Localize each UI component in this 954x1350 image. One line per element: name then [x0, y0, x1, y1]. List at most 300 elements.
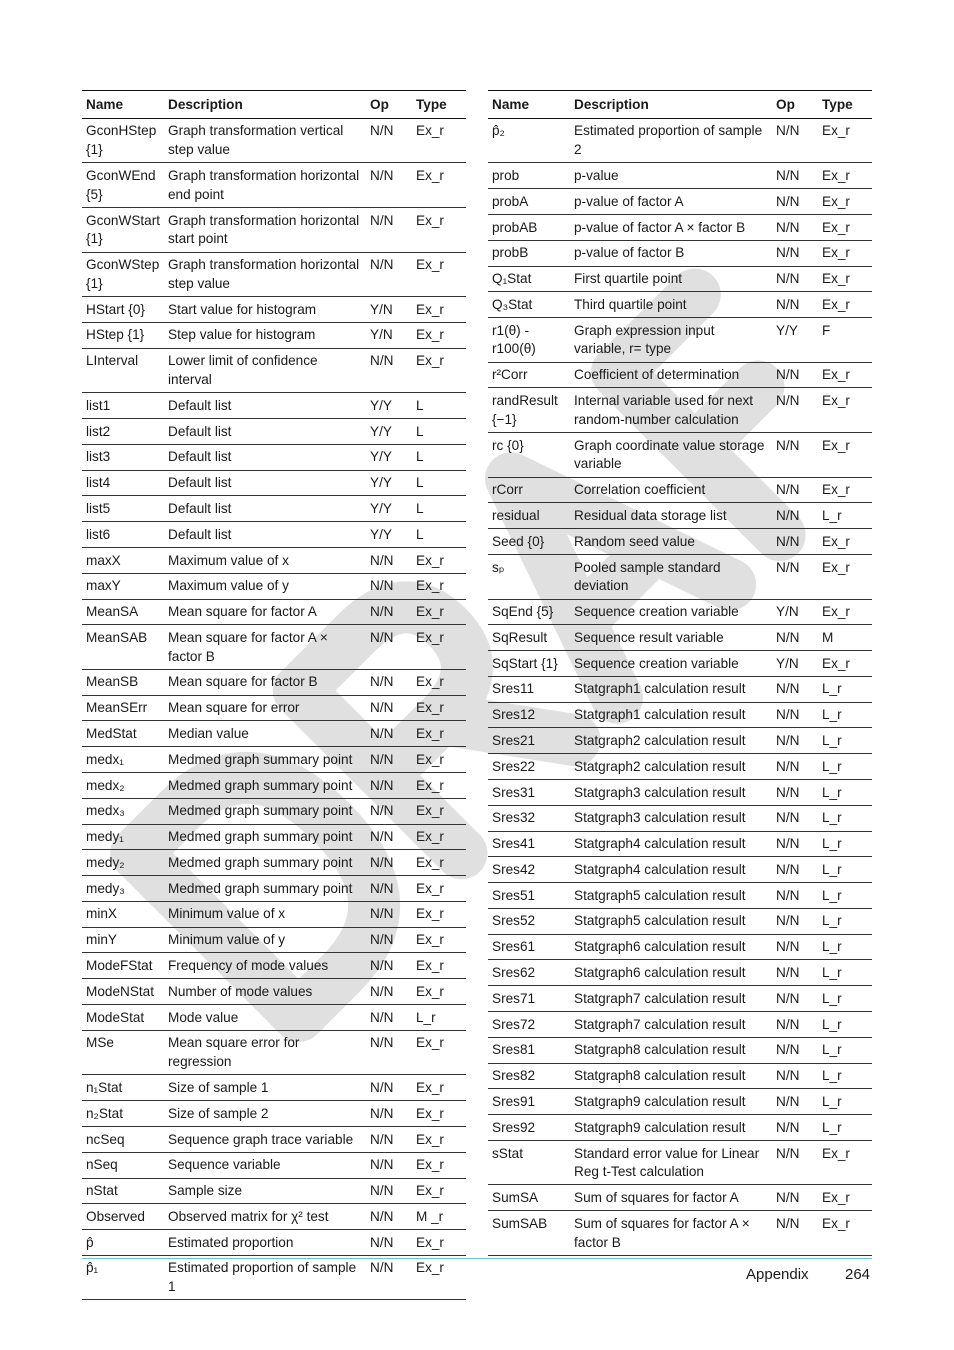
cell-op: N/N: [772, 503, 818, 529]
cell-description: Estimated proportion of sample 2: [570, 118, 772, 163]
cell-description: Sequence result variable: [570, 625, 772, 651]
cell-type: L_r: [818, 805, 872, 831]
cell-type: Ex_r: [412, 547, 466, 573]
cell-op: Y/Y: [772, 318, 818, 363]
cell-name: Sres12: [488, 702, 570, 728]
table-row: [488, 754, 872, 780]
table-row: [82, 1152, 466, 1178]
cell-description: Random seed value: [570, 529, 772, 555]
table-row: [82, 252, 466, 297]
cell-type: Ex_r: [818, 214, 872, 240]
cell-type: Ex_r: [412, 1230, 466, 1256]
cell-name: Sres81: [488, 1037, 570, 1063]
table-row: [82, 1005, 466, 1031]
cell-name: prob: [488, 163, 570, 189]
cell-op: N/N: [772, 857, 818, 883]
cell-description: Size of sample 1: [164, 1075, 366, 1101]
cell-description: Statgraph7 calculation result: [570, 1012, 772, 1038]
table-row: [488, 433, 872, 478]
table-row: [82, 669, 466, 695]
cell-name: ncSeq: [82, 1126, 164, 1152]
table-header-row: [82, 91, 466, 119]
cell-name: Sres41: [488, 831, 570, 857]
cell-name: list5: [82, 496, 164, 522]
cell-type: Ex_r: [412, 747, 466, 773]
cell-description: Statgraph1 calculation result: [570, 702, 772, 728]
cell-description: Statgraph6 calculation result: [570, 960, 772, 986]
cell-op: N/N: [366, 547, 412, 573]
cell-name: MeanSA: [82, 599, 164, 625]
cell-op: N/N: [366, 695, 412, 721]
cell-description: Mean square for factor B: [164, 669, 366, 695]
cell-type: Ex_r: [818, 163, 872, 189]
table-row: [488, 292, 872, 318]
cell-description: Frequency of mode values: [164, 953, 366, 979]
column-header-type: Type: [412, 91, 466, 119]
cell-name: sₚ: [488, 554, 570, 599]
cell-type: Ex_r: [412, 625, 466, 670]
table-row: [82, 322, 466, 348]
table-row: [82, 772, 466, 798]
cell-name: MeanSB: [82, 669, 164, 695]
cell-op: N/N: [772, 163, 818, 189]
table-row: [82, 747, 466, 773]
cell-op: N/N: [366, 1152, 412, 1178]
cell-op: N/N: [772, 625, 818, 651]
cell-op: N/N: [772, 1211, 818, 1256]
cell-op: N/N: [772, 1115, 818, 1141]
cell-op: N/N: [772, 702, 818, 728]
cell-description: Statgraph5 calculation result: [570, 908, 772, 934]
cell-op: N/N: [772, 1089, 818, 1115]
cell-type: Ex_r: [818, 433, 872, 478]
column-header-op: Op: [366, 91, 412, 119]
table-row: [488, 934, 872, 960]
cell-description: Sequence creation variable: [570, 651, 772, 677]
cell-description: p-value of factor A: [570, 189, 772, 215]
cell-op: N/N: [366, 1255, 412, 1300]
table-row: [82, 953, 466, 979]
cell-type: L_r: [818, 1063, 872, 1089]
cell-description: Internal variable used for next random-number calculation: [570, 388, 772, 433]
cell-description: Coefficient of determination: [570, 362, 772, 388]
cell-type: Ex_r: [412, 297, 466, 323]
cell-description: Size of sample 2: [164, 1101, 366, 1127]
cell-type: Ex_r: [818, 554, 872, 599]
cell-op: N/N: [366, 979, 412, 1005]
cell-type: Ex_r: [818, 1140, 872, 1185]
table-row: [488, 1211, 872, 1256]
cell-op: N/N: [772, 1037, 818, 1063]
cell-type: Ex_r: [818, 240, 872, 266]
cell-description: First quartile point: [570, 266, 772, 292]
cell-name: Sres92: [488, 1115, 570, 1141]
cell-name: nSeq: [82, 1152, 164, 1178]
cell-name: maxX: [82, 547, 164, 573]
cell-description: Graph coordinate value storage variable: [570, 433, 772, 478]
cell-name: n₁Stat: [82, 1075, 164, 1101]
table-row: [488, 625, 872, 651]
table-row: [82, 522, 466, 548]
table-row: [82, 1204, 466, 1230]
cell-type: L: [412, 444, 466, 470]
table-row: [82, 419, 466, 445]
cell-name: Sres52: [488, 908, 570, 934]
column-header-name: Name: [488, 91, 570, 119]
footer-section-label: Appendix: [746, 1266, 809, 1283]
cell-type: Ex_r: [412, 798, 466, 824]
table-row: [82, 573, 466, 599]
column-header-type: Type: [818, 91, 872, 119]
cell-description: Lower limit of confidence interval: [164, 348, 366, 393]
cell-op: Y/Y: [366, 419, 412, 445]
cell-description: Residual data storage list: [570, 503, 772, 529]
cell-type: L_r: [818, 503, 872, 529]
cell-description: p-value: [570, 163, 772, 189]
cell-name: p̂₂: [488, 118, 570, 163]
cell-op: N/N: [366, 721, 412, 747]
cell-op: Y/N: [772, 599, 818, 625]
cell-description: Statgraph3 calculation result: [570, 779, 772, 805]
cell-op: N/N: [772, 1063, 818, 1089]
cell-op: N/N: [366, 901, 412, 927]
cell-name: SqResult: [488, 625, 570, 651]
cell-type: Ex_r: [412, 1255, 466, 1300]
cell-description: Number of mode values: [164, 979, 366, 1005]
cell-description: Default list: [164, 496, 366, 522]
cell-description: Default list: [164, 470, 366, 496]
cell-description: Default list: [164, 444, 366, 470]
cell-name: Sres32: [488, 805, 570, 831]
cell-type: L_r: [818, 754, 872, 780]
cell-description: Statgraph9 calculation result: [570, 1115, 772, 1141]
cell-description: Default list: [164, 419, 366, 445]
table-row: [82, 695, 466, 721]
cell-op: N/N: [772, 1012, 818, 1038]
cell-name: MeanSErr: [82, 695, 164, 721]
cell-name: Sres62: [488, 960, 570, 986]
cell-name: Seed {0}: [488, 529, 570, 555]
cell-op: N/N: [772, 388, 818, 433]
cell-op: N/N: [366, 876, 412, 902]
cell-type: L_r: [818, 676, 872, 702]
cell-op: N/N: [366, 163, 412, 208]
cell-type: L_r: [818, 934, 872, 960]
cell-description: Minimum value of y: [164, 927, 366, 953]
table-row: [488, 857, 872, 883]
cell-name: Observed: [82, 1204, 164, 1230]
cell-name: Q₃Stat: [488, 292, 570, 318]
cell-op: Y/N: [366, 322, 412, 348]
cell-description: Medmed graph summary point: [164, 876, 366, 902]
cell-name: Sres71: [488, 986, 570, 1012]
cell-op: N/N: [772, 292, 818, 318]
cell-name: nStat: [82, 1178, 164, 1204]
cell-description: Minimum value of x: [164, 901, 366, 927]
cell-op: N/N: [772, 883, 818, 909]
cell-type: Ex_r: [412, 1178, 466, 1204]
cell-op: N/N: [772, 805, 818, 831]
cell-op: N/N: [772, 960, 818, 986]
table-row: [488, 883, 872, 909]
table-row: [488, 831, 872, 857]
cell-op: N/N: [772, 554, 818, 599]
cell-type: M: [818, 625, 872, 651]
cell-description: Observed matrix for χ² test: [164, 1204, 366, 1230]
table-row: [488, 240, 872, 266]
table-row: [488, 214, 872, 240]
cell-name: GconWStart {1}: [82, 207, 164, 252]
cell-type: Ex_r: [412, 207, 466, 252]
cell-name: minY: [82, 927, 164, 953]
cell-op: N/N: [772, 728, 818, 754]
cell-name: GconWEnd {5}: [82, 163, 164, 208]
cell-op: N/N: [366, 1075, 412, 1101]
cell-op: N/N: [772, 214, 818, 240]
cell-name: Sres61: [488, 934, 570, 960]
cell-name: Sres31: [488, 779, 570, 805]
cell-type: M _r: [412, 1204, 466, 1230]
cell-type: Ex_r: [818, 266, 872, 292]
table-row: [488, 477, 872, 503]
cell-name: Sres22: [488, 754, 570, 780]
table-row: [82, 1230, 466, 1256]
cell-op: Y/N: [772, 651, 818, 677]
cell-name: rc {0}: [488, 433, 570, 478]
table-row: [488, 1185, 872, 1211]
cell-op: N/N: [772, 1185, 818, 1211]
table-row: [82, 297, 466, 323]
table-row: [488, 1037, 872, 1063]
cell-type: Ex_r: [818, 1185, 872, 1211]
cell-type: L: [412, 393, 466, 419]
table-row: [488, 189, 872, 215]
table-row: [82, 927, 466, 953]
cell-name: medx₃: [82, 798, 164, 824]
table-row: [488, 529, 872, 555]
cell-description: Statgraph7 calculation result: [570, 986, 772, 1012]
cell-type: L_r: [818, 857, 872, 883]
table-row: [82, 599, 466, 625]
cell-name: HStart {0}: [82, 297, 164, 323]
cell-type: Ex_r: [818, 189, 872, 215]
cell-type: L_r: [818, 1115, 872, 1141]
table-row: [82, 1178, 466, 1204]
cell-op: Y/Y: [366, 470, 412, 496]
cell-description: Graph transformation horizontal step value: [164, 252, 366, 297]
table-row: [488, 651, 872, 677]
cell-description: Medmed graph summary point: [164, 850, 366, 876]
cell-op: N/N: [772, 779, 818, 805]
cell-description: Estimated proportion: [164, 1230, 366, 1256]
cell-op: N/N: [366, 348, 412, 393]
table-row: [82, 625, 466, 670]
cell-op: N/N: [772, 934, 818, 960]
cell-description: Statgraph3 calculation result: [570, 805, 772, 831]
column-header-description: Description: [570, 91, 772, 119]
cell-description: Mean square for factor A × factor B: [164, 625, 366, 670]
table-row: [488, 986, 872, 1012]
cell-type: Ex_r: [412, 1075, 466, 1101]
cell-op: N/N: [366, 599, 412, 625]
cell-name: maxY: [82, 573, 164, 599]
column-header-description: Description: [164, 91, 366, 119]
cell-type: Ex_r: [412, 901, 466, 927]
table-row: [488, 779, 872, 805]
cell-description: Maximum value of y: [164, 573, 366, 599]
table-row: [488, 908, 872, 934]
cell-name: p̂₁: [82, 1255, 164, 1300]
cell-type: Ex_r: [412, 979, 466, 1005]
cell-op: N/N: [366, 573, 412, 599]
cell-description: Statgraph1 calculation result: [570, 676, 772, 702]
cell-type: Ex_r: [412, 252, 466, 297]
cell-name: medx₂: [82, 772, 164, 798]
cell-name: list2: [82, 419, 164, 445]
cell-op: N/N: [772, 118, 818, 163]
cell-op: N/N: [772, 266, 818, 292]
cell-type: Ex_r: [818, 292, 872, 318]
cell-op: N/N: [772, 189, 818, 215]
table-row: [488, 118, 872, 163]
cell-op: N/N: [772, 362, 818, 388]
cell-description: Standard error value for Linear Reg t-Test calculation: [570, 1140, 772, 1185]
cell-type: L_r: [818, 1012, 872, 1038]
page-number: 264: [845, 1266, 871, 1283]
cell-op: N/N: [366, 747, 412, 773]
cell-type: Ex_r: [412, 927, 466, 953]
cell-name: list4: [82, 470, 164, 496]
cell-description: p-value of factor A × factor B: [570, 214, 772, 240]
cell-description: Default list: [164, 393, 366, 419]
cell-op: N/N: [772, 240, 818, 266]
table-row: [82, 876, 466, 902]
cell-name: MeanSAB: [82, 625, 164, 670]
table-row: [82, 393, 466, 419]
cell-op: N/N: [772, 754, 818, 780]
cell-name: SumSAB: [488, 1211, 570, 1256]
table-row: [488, 1089, 872, 1115]
cell-op: N/N: [366, 798, 412, 824]
cell-type: Ex_r: [412, 695, 466, 721]
cell-description: Mean square for factor A: [164, 599, 366, 625]
cell-name: Sres72: [488, 1012, 570, 1038]
column-header-op: Op: [772, 91, 818, 119]
cell-type: Ex_r: [412, 1030, 466, 1075]
cell-name: probB: [488, 240, 570, 266]
cell-description: Statgraph8 calculation result: [570, 1063, 772, 1089]
table-row: [488, 388, 872, 433]
cell-type: Ex_r: [412, 118, 466, 163]
cell-type: Ex_r: [412, 573, 466, 599]
variable-table-right: [488, 90, 872, 1256]
table-row: [488, 676, 872, 702]
cell-op: N/N: [772, 1140, 818, 1185]
cell-type: L_r: [818, 728, 872, 754]
variable-table-left: [82, 90, 466, 1300]
cell-op: N/N: [366, 1126, 412, 1152]
cell-op: N/N: [366, 1101, 412, 1127]
cell-name: Sres42: [488, 857, 570, 883]
cell-op: Y/Y: [366, 444, 412, 470]
cell-op: N/N: [772, 433, 818, 478]
cell-description: Median value: [164, 721, 366, 747]
cell-type: Ex_r: [412, 876, 466, 902]
cell-type: L_r: [818, 908, 872, 934]
table-row: [488, 702, 872, 728]
cell-op: N/N: [772, 676, 818, 702]
cell-name: n₂Stat: [82, 1101, 164, 1127]
table-row: [488, 503, 872, 529]
cell-name: GconWStep {1}: [82, 252, 164, 297]
table-row: [82, 1126, 466, 1152]
cell-name: list6: [82, 522, 164, 548]
cell-name: randResult {−1}: [488, 388, 570, 433]
table-row: [82, 207, 466, 252]
cell-type: L_r: [412, 1005, 466, 1031]
cell-op: Y/Y: [366, 522, 412, 548]
table-row: [82, 824, 466, 850]
table-row: [82, 721, 466, 747]
cell-name: Q₁Stat: [488, 266, 570, 292]
table-row: [488, 1115, 872, 1141]
table-row: [82, 547, 466, 573]
cell-description: Mean square error for regression: [164, 1030, 366, 1075]
cell-type: F: [818, 318, 872, 363]
cell-description: Statgraph2 calculation result: [570, 728, 772, 754]
cell-description: Third quartile point: [570, 292, 772, 318]
table-row: [82, 1075, 466, 1101]
cell-op: N/N: [772, 908, 818, 934]
cell-description: Sample size: [164, 1178, 366, 1204]
cell-op: N/N: [366, 1204, 412, 1230]
cell-type: Ex_r: [412, 772, 466, 798]
cell-description: Statgraph2 calculation result: [570, 754, 772, 780]
table-row: [82, 163, 466, 208]
cell-op: N/N: [366, 207, 412, 252]
cell-op: N/N: [772, 831, 818, 857]
cell-description: Graph transformation vertical step value: [164, 118, 366, 163]
cell-name: MedStat: [82, 721, 164, 747]
cell-type: Ex_r: [818, 362, 872, 388]
table-row: [488, 318, 872, 363]
cell-type: L: [412, 522, 466, 548]
cell-type: Ex_r: [412, 953, 466, 979]
cell-description: Medmed graph summary point: [164, 772, 366, 798]
cell-op: N/N: [366, 824, 412, 850]
cell-description: Mode value: [164, 1005, 366, 1031]
table-row: [82, 1101, 466, 1127]
table-row: [82, 1030, 466, 1075]
table-row: [82, 901, 466, 927]
table-row: [488, 266, 872, 292]
cell-op: N/N: [366, 669, 412, 695]
cell-type: Ex_r: [818, 1211, 872, 1256]
cell-name: medy₁: [82, 824, 164, 850]
cell-op: N/N: [366, 850, 412, 876]
cell-type: L_r: [818, 1089, 872, 1115]
table-row: [82, 850, 466, 876]
cell-name: sStat: [488, 1140, 570, 1185]
cell-name: Sres21: [488, 728, 570, 754]
cell-type: Ex_r: [818, 529, 872, 555]
cell-name: ModeFStat: [82, 953, 164, 979]
cell-description: Sequence graph trace variable: [164, 1126, 366, 1152]
cell-type: Ex_r: [412, 163, 466, 208]
cell-op: N/N: [772, 529, 818, 555]
cell-op: N/N: [366, 118, 412, 163]
cell-description: Sum of squares for factor A × factor B: [570, 1211, 772, 1256]
